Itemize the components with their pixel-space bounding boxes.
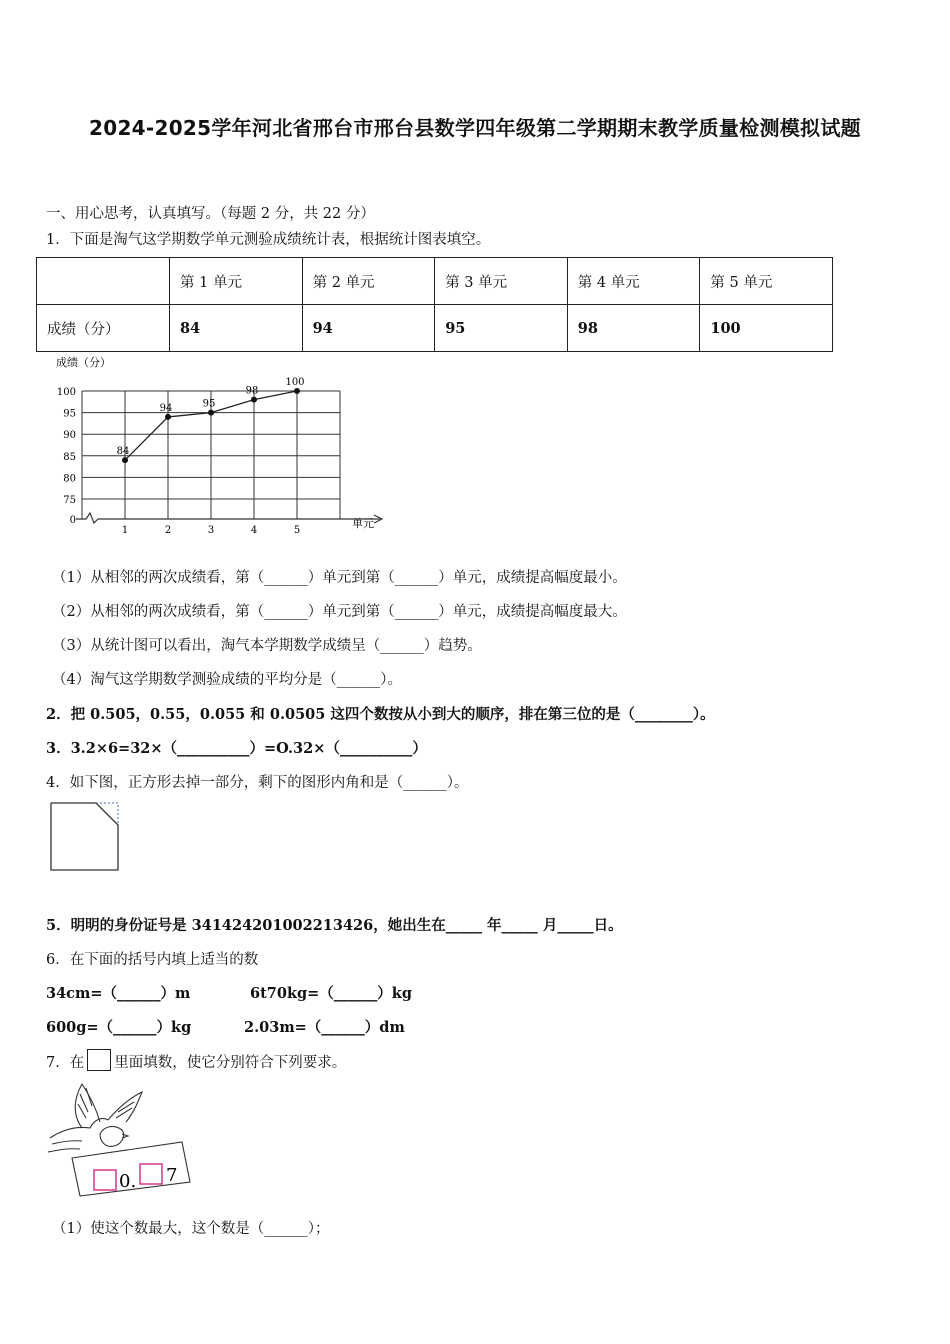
table-cell: 95	[435, 305, 568, 352]
page-title: 2024-2025学年河北省邢台市邢台县数学四年级第二学期期末教学质量检测模拟试题	[89, 116, 861, 140]
q1-part-1: （1）从相邻的两次成绩看，第（______）单元到第（______）单元，成绩提高幅度最小。	[52, 570, 627, 586]
table-header: 第 3 单元	[435, 258, 568, 305]
q6-item-1: 34cm=（______）m	[46, 985, 191, 1002]
x-tick-label: 5	[293, 525, 301, 536]
y-tick-label: 80	[63, 473, 76, 485]
card-box-2	[140, 1164, 162, 1184]
data-point	[122, 457, 128, 463]
question-5: 5．明明的身份证号是 341424201002213426，她出生在_____ 年_____ 月_____日。	[46, 917, 623, 934]
row-label: 成绩（分）	[37, 305, 170, 352]
chart-x-label: 单元	[352, 517, 374, 530]
q1-part-4: （4）淘气这学期数学测验成绩的平均分是（______）。	[52, 672, 402, 688]
x-tick-label: 3	[207, 525, 215, 536]
question-3: 3．3.2×6=32×（__________）=O.32×（__________）	[46, 740, 427, 757]
y-tick-label: 0	[69, 515, 76, 526]
score-table	[36, 257, 833, 352]
x-tick-label: 1	[121, 525, 129, 536]
q6-item-4: 2.03m=（______）dm	[244, 1019, 405, 1036]
section-heading: 一、用心思考，认真填写。（每题 2 分，共 22 分）	[46, 206, 375, 222]
cut-square-figure	[48, 800, 124, 874]
q6-item-3: 600g=（______）kg	[46, 1019, 192, 1036]
question-1: 1．下面是淘气这学期数学单元测验成绩统计表，根据统计图表填空。	[46, 232, 491, 248]
question-2: 2．把 0.505，0.55，0.055 和 0.0505 这四个数按从小到大的顺序，排在第三位的是（________）。	[46, 706, 715, 723]
q7-suffix: 里面填数，使它分别符合下列要求。	[114, 1055, 347, 1071]
q1-part-3: （3）从统计图可以看出，淘气本学期数学成绩呈（______）趋势。	[52, 638, 482, 654]
data-label: 100	[285, 377, 305, 388]
score-line-chart	[40, 352, 400, 542]
data-point	[165, 414, 171, 420]
y-tick-label: 90	[63, 430, 76, 442]
table-header: 第 2 单元	[302, 258, 435, 305]
data-label: 84	[116, 446, 130, 458]
blank-box	[87, 1049, 111, 1071]
x-axis	[76, 513, 380, 523]
table-cell	[37, 258, 170, 305]
q6-item-2: 6t70kg=（______）kg	[250, 985, 412, 1002]
chart-y-label: 成绩（分）	[56, 356, 111, 369]
data-point	[251, 397, 257, 403]
data-label: 98	[245, 385, 259, 397]
q7-prefix: 7．在	[46, 1055, 85, 1071]
question-4: 4．如下图，正方形去掉一部分，剩下的图形内角和是（______）。	[46, 775, 469, 791]
y-tick-label: 95	[63, 408, 76, 420]
card-box-1	[94, 1170, 116, 1190]
table-row	[37, 305, 833, 352]
y-tick-label: 85	[63, 451, 76, 463]
x-tick-label: 4	[250, 525, 258, 536]
table-header: 第 4 单元	[567, 258, 700, 305]
y-tick-label: 100	[56, 387, 76, 398]
q7-part-1: （1）使这个数最大，这个数是（______）；	[52, 1221, 330, 1237]
table-cell: 100	[700, 305, 833, 352]
table-header-row	[37, 258, 833, 305]
data-point	[208, 410, 214, 416]
table-cell: 84	[170, 305, 303, 352]
card-middle-text: 0.	[119, 1171, 137, 1192]
bird-holding-card-illustration	[42, 1078, 202, 1200]
q1-part-2: （2）从相邻的两次成绩看，第（______）单元到第（______）单元，成绩提高幅度最大。	[52, 604, 627, 620]
data-label: 94	[159, 402, 173, 414]
table-cell: 94	[302, 305, 435, 352]
table-header: 第 1 单元	[170, 258, 303, 305]
data-label: 95	[202, 398, 216, 410]
x-tick-label: 2	[164, 525, 172, 536]
question-7	[46, 1049, 346, 1072]
table-cell: 98	[567, 305, 700, 352]
y-tick-label: 75	[63, 495, 76, 506]
data-point	[294, 388, 300, 394]
card-last-text: 7	[166, 1165, 178, 1186]
table-header: 第 5 单元	[700, 258, 833, 305]
question-6: 6．在下面的括号内填上适当的数	[46, 952, 259, 968]
